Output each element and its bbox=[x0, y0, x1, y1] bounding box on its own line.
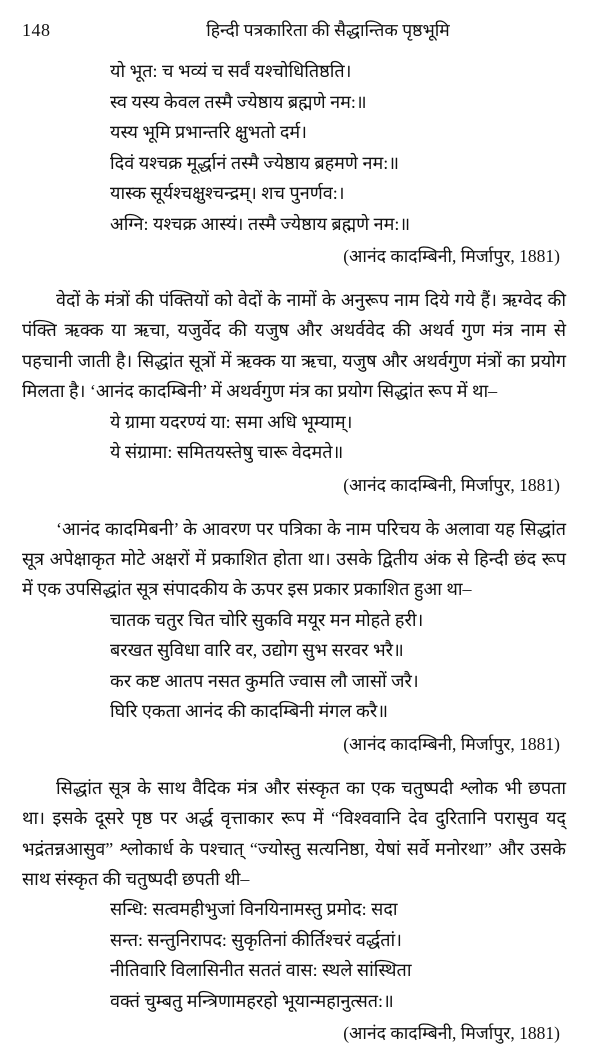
verse-attribution: (आनंद कादम्बिनी, मिर्जापुर, 1881) bbox=[343, 1023, 560, 1044]
verse-line: बरखत सुविधा वारि वर, उद्योग सुभ सरवर भरै॥ bbox=[110, 640, 404, 661]
spacer bbox=[22, 271, 570, 277]
verse-line: चातक चतुर चित चोरि सुकवि मयूर मन मोहते हरी। bbox=[110, 609, 424, 630]
verse-line: वक्तं चुम्बतु मन्त्रिणामहरहो भूयान्महानुत्सत:॥ bbox=[110, 990, 394, 1011]
page-number: 148 bbox=[22, 20, 51, 40]
spacer bbox=[22, 500, 570, 506]
paragraph-text: ‘आनंद कादमिबनी’ के आवरण पर पत्रिका के नाम परिचय के अलावा यह सिद्धांत सूत्र अपेक्षाकृत मोटे अक्षरों में प्रकाशित होता था। उसके द्वितीय अंक से हिन्दी छंद रूप में एक उपसिद्धांत सूत्र संपादकीय के ऊपर इस प्रकार प्रकाशित हुआ था– bbox=[22, 518, 566, 600]
running-head: हिन्दी पत्रकारिता की सैद्धान्तिक पृष्ठभूमि bbox=[206, 20, 450, 40]
page-header bbox=[22, 18, 570, 42]
verse-line: सन्त: सन्तुनिरापद: सुकृतिनां कीर्तिश्चरं वर्द्धतां। bbox=[110, 929, 402, 950]
verse-line: अग्नि: यश्चक्र आस्यं। तस्मै ज्येष्ठाय ब्रह्मणे नम:॥ bbox=[110, 213, 411, 234]
paragraph-2 bbox=[22, 514, 570, 605]
verse-line: यास्क सूर्यश्चक्षुश्चन्द्रम्। शच पुनर्णव:। bbox=[110, 183, 345, 203]
verse-attribution: (आनंद कादम्बिनी, मिर्जापुर, 1881) bbox=[343, 474, 560, 495]
verse-block-3 bbox=[22, 605, 570, 727]
verse-attribution: (आनंद कादम्बिनी, मिर्जापुर, 1881) bbox=[343, 246, 560, 266]
verse-attribution: (आनंद कादम्बिनी, मिर्जापुर, 1881) bbox=[343, 733, 560, 754]
verse-line: कर कष्ट आतप नसत कुमति ज्वास लौ जासों जरै। bbox=[110, 670, 419, 691]
paragraph-3 bbox=[22, 773, 570, 895]
paragraph-text: वेदों के मंत्रों की पंक्तियों को वेदों के नामों के अनुरूप नाम दिये गये हैं। ऋग्वेद की पंक्ति ऋक्क या ऋचा, यजुर्वेद की यजुष और अथर्ववेद की अथर्व गुण मंत्र नाम से पहचानी जाती है। सिद्धांत सूत्रों में ऋक्क या ऋचा, यजुष और अथर्वगुण मंत्रों का प्रयोग मिलता है। ‘आनंद कादम्बिनी’ में अथर्वगुण मंत्र का प्रयोग सिद्धांत रूप में था– bbox=[22, 290, 566, 402]
verse-line: घिरि एकता आनंद की कादम्बिनी मंगल करै॥ bbox=[110, 701, 389, 722]
verse-line: दिवं यश्चक्र मूर्द्धानं तस्मै ज्येष्ठाय ब्रहमणे नम:॥ bbox=[110, 152, 399, 173]
verse-block-1 bbox=[22, 56, 570, 239]
verse-block-2 bbox=[22, 407, 570, 468]
spacer bbox=[22, 759, 570, 765]
verse-line: ये संग्रामा: समितयस्तेषु चारू वेदमते॥ bbox=[110, 442, 344, 463]
verse-line: यस्य भूमि प्रभान्तरि क्षुभतो दर्म। bbox=[110, 122, 307, 142]
verse-line: यो भूत: च भव्यं च सर्वं यश्चोधितिष्ठति। bbox=[110, 61, 352, 81]
verse-line: नीतिवारि विलासिनीत सततं वास: स्थले सांस्थिता bbox=[110, 960, 412, 981]
verse-line: स्व यस्य केवल तस्मै ज्येष्ठाय ब्रह्मणे नम:॥ bbox=[110, 91, 367, 112]
verse-line: सन्धि: सत्वमहीभुजां विनयिनामस्तु प्रमोद: सदा bbox=[110, 899, 398, 920]
paragraph-text: सिद्धांत सूत्र के साथ वैदिक मंत्र और संस्कृत का एक चतुष्पदी श्लोक भी छपता था। इसके दूसरे पृष्ठ पर अर्द्ध वृत्ताकार रूप में “विश्ववानि देव दुरितानि परासुव यद् भद्रंतन्नआसुव” श्लोकार्ध के पश्चात् “ज्योस्तु सत्यनिष्ठा, येषां सर्वे मनोरथा” और उसके साथ संस्कृत की चतुष्पदी छपती थी– bbox=[22, 777, 566, 890]
paragraph-1 bbox=[22, 285, 570, 407]
verse-line: ये ग्रामा यदरण्यं या: समा अधि भूम्याम्। bbox=[110, 411, 353, 432]
verse-block-4 bbox=[22, 894, 570, 1016]
